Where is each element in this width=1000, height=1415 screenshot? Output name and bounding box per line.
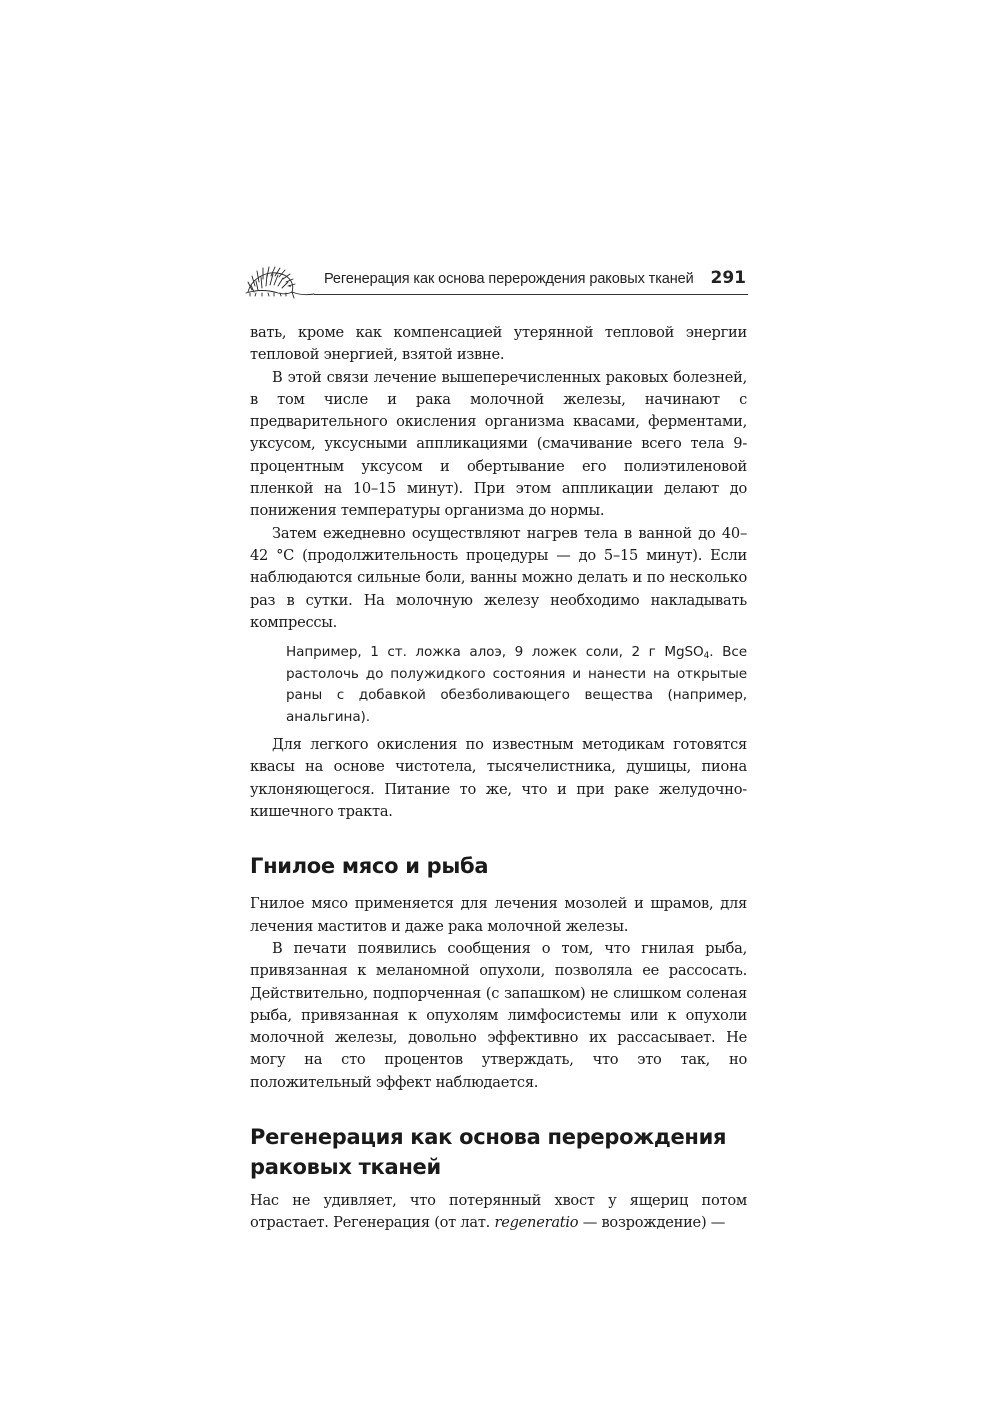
latin-term: regeneratio — [494, 1214, 579, 1232]
recipe-note-text-end: . Все растолочь до полужидкого состояния и нанести на открытые раны с добавкой обезболивающего вещества (например, анальгина). — [286, 644, 747, 725]
running-header-title: Регенерация как основа перерождения раковых тканей — [324, 271, 694, 287]
page-body — [250, 322, 747, 1235]
section-heading-line: раковых тканей — [250, 1155, 441, 1180]
hedgehog-ornament-icon — [242, 262, 326, 306]
recipe-note — [286, 642, 747, 728]
paragraph: вать, кроме как компенсацией утерянной тепловой энергии тепловой энергией, взятой извне. — [250, 324, 747, 364]
recipe-note-subscript: 4 — [703, 651, 710, 662]
paragraph: Затем ежедневно осуществляют нагрев тела в ванной до 40–42 °С (продолжительность процедуры — до 5–15 минут). Если наблюдаются сильные боли, ванны можно делать и по несколько раз в сутки. На молочную железу необходимо накладывать компрессы. — [250, 524, 747, 631]
paragraph — [250, 1190, 747, 1235]
paragraph-text: Нас не удивляет, что потерянный хвост у ящериц потом отрастает. Регенерация (от лат. — [250, 1192, 747, 1232]
paragraph: Гнилое мясо применяется для лечения мозолей и шрамов, для лечения маститов и даже рака молочной железы. — [250, 895, 747, 935]
page-number: 291 — [710, 268, 746, 288]
section-heading: Гнилое мясо и рыба — [250, 854, 489, 879]
paragraph: В этой связи лечение вышеперечисленных раковых болезней, в том числе и рака молочной железы, начинают с предварительного окисления организма квасами, ферментами, уксусом, уксусными аппликациями (смачивание всего тела 9-процентным уксусом и обертывание его полиэтиленовой пленкой на 10–15 минут). При этом аппликации делают до понижения температуры организма до нормы. — [250, 368, 747, 520]
recipe-note-text: Например, 1 ст. ложка алоэ, 9 ложек соли, 2 г MgSO — [286, 644, 704, 661]
paragraph: В печати появились сообщения о том, что гнилая рыба, привязанная к меланомной опухоли, позволяла ее рассосать. Действительно, подпорченная (с запашком) не слишком соленая рыба, привязанная к опухолям лимфосистемы или к опухоли молочной железы, довольно эффективно их рассасывает. Не могу на сто процентов утверждать, что это так, но положительный эффект наблюдается. — [250, 939, 747, 1091]
section-heading-line: Регенерация как основа перерождения — [250, 1125, 727, 1150]
section-heading — [250, 1122, 747, 1182]
paragraph: Для легкого окисления по известным методикам готовятся квасы на основе чистотела, тысячелистника, душицы, пиона уклоняющегося. Питание то же, что и при раке желудочно-кишечного тракта. — [250, 736, 747, 821]
paragraph-text-end: — возрождение) — — [578, 1214, 726, 1232]
header-rule — [314, 294, 748, 295]
running-header — [242, 262, 748, 306]
